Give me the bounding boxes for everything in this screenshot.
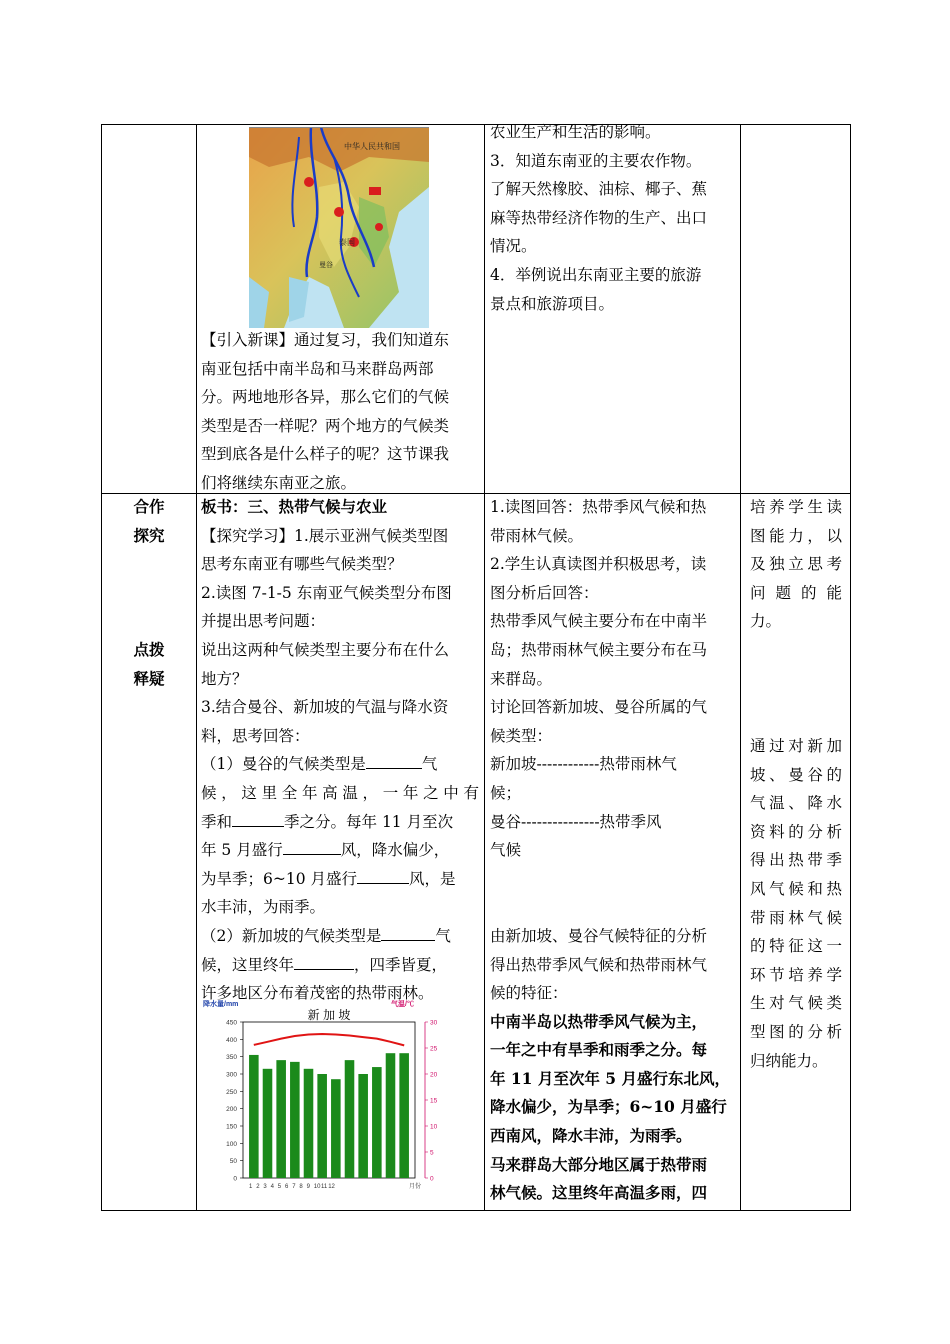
chart-tick-label-left: 0 <box>233 1175 237 1183</box>
intent-line: 环节培养学 <box>750 965 842 984</box>
student-line: 候； <box>490 783 522 802</box>
intent-line: 归纳能力。 <box>750 1051 828 1070</box>
student-line: 候的特征： <box>490 984 568 1003</box>
intent-line: 培养学生读 <box>750 498 842 516</box>
chart-tick-label-right: 30 <box>430 1019 438 1027</box>
chart-tick-label-right: 15 <box>430 1097 438 1105</box>
fill-blank[interactable] <box>283 838 341 855</box>
map-label-china: 中华人民共和国 <box>344 142 400 151</box>
southeast-asia-map <box>249 127 429 328</box>
table-border-top <box>101 124 851 125</box>
intro-lead: 【引入新课】 <box>201 331 295 349</box>
chart-ylabel-right: 气温/℃ <box>391 1001 414 1008</box>
question-1-line-2: 候，这里全年高温，一年之中有 <box>201 783 479 802</box>
stage-label-cooperate <box>103 493 195 550</box>
map-label-thailand: 泰国 <box>339 238 355 247</box>
student-line <box>490 865 736 894</box>
fill-blank[interactable] <box>294 953 354 970</box>
chart-bar <box>345 1060 355 1178</box>
summary-line: 林气候。这里终年高温多雨，四 <box>490 1183 708 1203</box>
question-2-line-1: （2）新加坡的气候类型是 气 <box>201 922 479 951</box>
fill-blank[interactable] <box>366 752 422 769</box>
chart-bar <box>249 1055 259 1178</box>
student-line: 候类型： <box>490 726 553 745</box>
question-1-line-3: 季和 季之分。每年 11 月至次 <box>201 808 479 837</box>
stage-label-line: 点拨 <box>133 640 165 659</box>
objective-line: 情况。 <box>490 237 537 256</box>
objective-line: 3．知道东南亚的主要农作物。 <box>490 151 702 170</box>
chart-x-tick-label: 2 <box>256 1184 260 1190</box>
activity-line: 料，思考回答： <box>201 726 310 745</box>
intent-line: 通过对新加 <box>750 737 842 755</box>
stage-label-line: 合作 <box>133 497 165 516</box>
activity-line: 说出这两种气候类型主要分布在什么 <box>201 640 450 659</box>
summary-line: 中南半岛以热带季风气候为主， <box>490 1011 708 1031</box>
table-col-divider-1 <box>196 124 197 1211</box>
chart-tick-label-left: 350 <box>226 1054 237 1062</box>
summary-line: 降水偏少，为旱季；6~10 月盛行 <box>490 1097 727 1117</box>
design-intent-2 <box>750 732 842 1075</box>
objective-line: 景点和旅游项目。 <box>490 294 615 313</box>
fill-blank[interactable] <box>381 924 435 941</box>
intent-line: 及独立思考 <box>750 555 842 574</box>
chart-x-tick-label: 8 <box>299 1184 303 1190</box>
student-line: 得出热带季风气候和热带雨林气 <box>490 955 708 974</box>
chart-tick-label-left: 50 <box>229 1158 237 1166</box>
table-col-divider-3 <box>740 124 741 1211</box>
question-1-line-4: 年 5 月盛行 风，降水偏少， <box>201 836 479 865</box>
intent-line: 资料的分析 <box>750 822 842 841</box>
chart-tick-label-right: 0 <box>430 1175 434 1183</box>
question-1-line-5: 为旱季；6~10 月盛行 风，是 <box>201 865 479 894</box>
summary-line: 一年之中有旱季和雨季之分。每 <box>490 1040 708 1060</box>
chart-ylabel-left: 降水量/mm <box>203 1001 239 1008</box>
intro-line-4: 类型是否一样呢？两个地方的气候类 <box>201 416 450 435</box>
chart-x-tick-label: 7 <box>292 1184 296 1190</box>
chart-bar <box>372 1067 382 1178</box>
student-line: 新加坡------------热带雨林气 <box>490 755 677 774</box>
intent-line: 力。 <box>750 612 782 631</box>
chart-x-tick-label: 5 <box>277 1184 282 1190</box>
chart-x-tick-label: 6 <box>285 1184 289 1190</box>
fill-blank[interactable] <box>357 867 409 884</box>
student-line: 来群岛。 <box>490 669 553 688</box>
singapore-climate-chart <box>203 998 447 1198</box>
chart-bar <box>290 1062 300 1178</box>
chart-x-tick-label: 3 <box>263 1184 267 1190</box>
intro-line-6: 们将继续东南亚之旅。 <box>201 473 357 492</box>
summary-line: 年 11 月至次年 5 月盛行东北风， <box>490 1068 730 1088</box>
chart-x-tick-label: 4 <box>270 1184 274 1190</box>
question-2-line-2: 候，这里终年 ，四季皆夏， <box>201 951 479 980</box>
student-line: 热带季风气候主要分布在中南半 <box>490 612 708 631</box>
student-line: 讨论回答新加坡、曼谷所属的气 <box>490 698 708 717</box>
table-border-right <box>850 124 851 1211</box>
intro-line-5: 型到底各是什么样子的呢？这节课我 <box>201 445 450 464</box>
student-line: 岛；热带雨林气候主要分布在马 <box>490 640 708 659</box>
stage-label-line: 探究 <box>133 525 165 545</box>
table-border-bottom <box>101 1210 851 1211</box>
table-col-divider-2 <box>484 124 485 1211</box>
objective-line: 农业生产和生活的影响。 <box>490 123 661 141</box>
stage-label-line: 释疑 <box>133 668 165 688</box>
intent-line: 带雨林气候 <box>750 908 842 927</box>
student-activity <box>490 493 736 1208</box>
chart-tick-label-right: 5 <box>430 1149 434 1157</box>
student-line: 由新加坡、曼谷气候特征的分析 <box>490 926 708 945</box>
activity-line: 3.结合曼谷、新加坡的气温与降水资 <box>201 698 449 717</box>
intent-line: 风气候和热 <box>750 879 842 898</box>
student-line: 图分析后回答： <box>490 583 599 602</box>
chart-tick-label-left: 400 <box>226 1036 237 1044</box>
intent-line: 图能力，以 <box>750 526 842 545</box>
student-line <box>490 893 736 922</box>
chart-bar <box>276 1060 286 1178</box>
student-line: 带雨林气候。 <box>490 526 584 545</box>
chart-x-tick-label: 12 <box>328 1184 335 1190</box>
student-line: 2.学生认真读图并积极思考，读 <box>490 555 707 574</box>
question-2-line-3: 许多地区分布着茂密的热带雨林。 <box>201 984 434 1003</box>
intro-line-1: 【引入新课】通过复习，我们知道东 <box>201 331 450 349</box>
activity-line: 地方？ <box>201 669 248 688</box>
chart-tick-label-left: 450 <box>226 1019 237 1027</box>
question-1-line-6: 水丰沛，为雨季。 <box>201 898 326 917</box>
chart-tick-label-left: 150 <box>226 1123 237 1131</box>
student-line: 1.读图回答：热带季风气候和热 <box>490 498 707 516</box>
student-line: 曼谷---------------热带季风 <box>490 812 662 831</box>
chart-bar <box>263 1069 273 1178</box>
table-border-left <box>101 124 102 1211</box>
board-heading: 板书：三、热带气候与农业 <box>201 497 388 516</box>
chart-xlabel: 月份 <box>409 1184 422 1190</box>
intro-line-2: 南亚包括中南半岛和马来群岛两部 <box>201 359 434 378</box>
intent-line: 的特征这一 <box>750 937 842 956</box>
map-label-bangkok: 曼谷 <box>319 262 333 269</box>
intent-line: 问题的能 <box>750 583 842 602</box>
intent-line: 得出热带季 <box>750 851 842 870</box>
intent-line: 气温、降水 <box>750 794 842 813</box>
chart-bar <box>304 1069 314 1178</box>
objectives-text <box>490 118 738 318</box>
activity-line: 2.读图 7-1-5 东南亚气候类型分布图 <box>201 583 452 602</box>
intro-text <box>201 326 481 498</box>
summary-line: 马来群岛大部分地区属于热带雨 <box>490 1154 708 1174</box>
intent-line: 型图的分析 <box>750 1022 842 1041</box>
objective-line: 麻等热带经济作物的生产、出口 <box>490 208 708 227</box>
fill-blank[interactable] <box>232 810 284 827</box>
chart-x-tick-label: 10 <box>313 1184 321 1190</box>
chart-tick-label-left: 100 <box>226 1140 237 1148</box>
chart-tick-label-left: 200 <box>226 1106 237 1114</box>
chart-bar <box>331 1079 341 1178</box>
question-1-line-1: （1）曼谷的气候类型是 气 <box>201 750 479 779</box>
chart-tick-label-left: 300 <box>226 1071 237 1079</box>
chart-x-tick-label: 9 <box>306 1184 310 1190</box>
chart-tick-label-right: 25 <box>430 1045 438 1053</box>
chart-bar <box>399 1053 409 1178</box>
design-intent-1 <box>750 493 842 636</box>
chart-temperature-line <box>254 1034 404 1045</box>
chart-x-tick-label: 1 <box>249 1184 253 1190</box>
chart-tick-label-right: 10 <box>430 1123 438 1131</box>
chart-tick-label-left: 250 <box>226 1088 237 1096</box>
map-image <box>249 127 429 328</box>
activity-line: 思考东南亚有哪些气候类型？ <box>201 555 403 574</box>
student-line: 气候 <box>490 841 522 860</box>
activity-line: 【探究学习】1.展示亚洲气候类型图 <box>201 526 449 545</box>
intent-line: 生对气候类 <box>750 994 842 1013</box>
intent-line: 坡、曼谷的 <box>750 765 842 784</box>
summary-line: 西南风，降水丰沛，为雨季。 <box>490 1126 692 1146</box>
chart-x-tick-label: 11 <box>321 1184 328 1190</box>
chart-tick-label-right: 20 <box>430 1071 438 1079</box>
objective-line: 4．举例说出东南亚主要的旅游 <box>490 265 702 284</box>
chart-bar <box>358 1074 368 1178</box>
teacher-activity <box>201 493 479 1008</box>
activity-line: 并提出思考问题： <box>201 612 326 631</box>
objective-line: 了解天然橡胶、油棕、椰子、蕉 <box>490 180 708 199</box>
intro-line-3: 分。两地地形各异，那么它们的气候 <box>201 388 450 407</box>
stage-label-guide <box>103 636 195 693</box>
chart-bar <box>317 1074 327 1178</box>
chart-title: 新 加 坡 <box>307 1008 351 1022</box>
chart-bar <box>386 1053 396 1178</box>
chart-svg <box>203 998 447 1198</box>
